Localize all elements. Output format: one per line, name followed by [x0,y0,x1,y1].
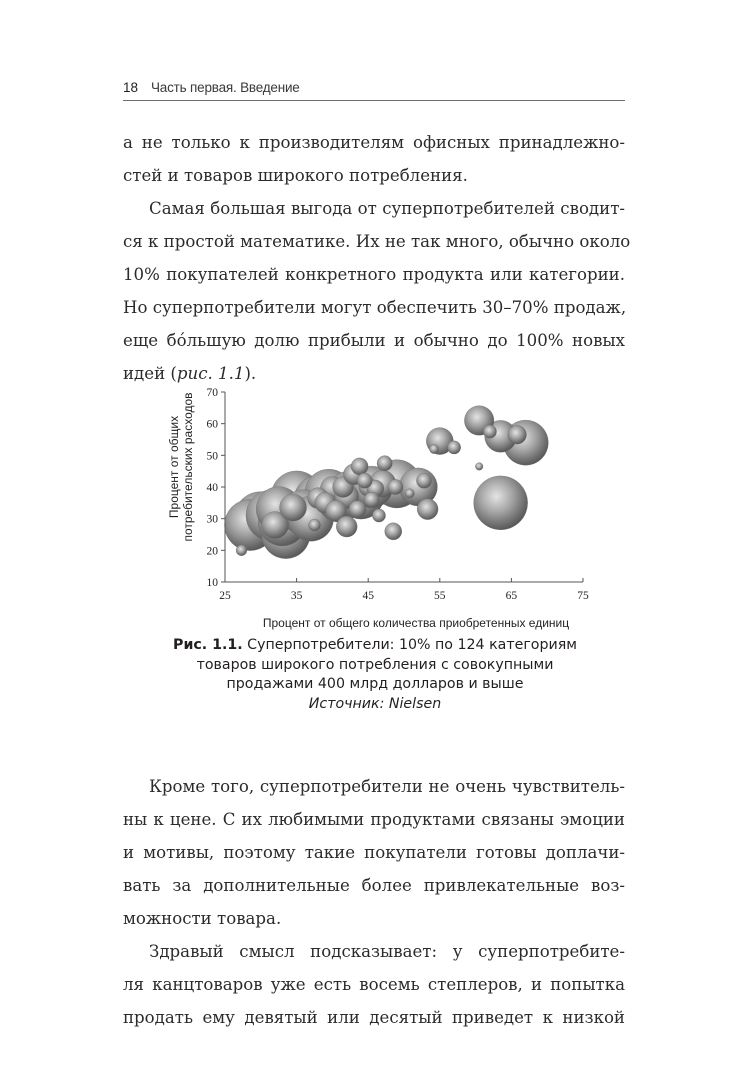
bubble-point [280,494,307,521]
bubble-point [351,458,368,475]
caption-source: Источник: Nielsen [308,695,442,712]
text-line: и мотивы, поэтому такие покупатели готовы доплачи- [123,843,625,862]
y-ticks [207,387,226,589]
x-axis-label: Процент от общего количества приобретенных единиц [262,616,570,630]
running-head [123,76,625,101]
bubble-point [474,476,528,530]
page-number: 18 [123,80,139,95]
x-tick-label: 65 [505,590,518,602]
y-tick-label: 50 [206,450,218,463]
text-line: Здравый смысл подсказывает: у суперпотребите- [149,942,625,961]
paragraph-block-bottom [123,770,625,1034]
bubble-point [416,473,431,488]
bubble-layer [224,406,548,559]
bubble-point [349,501,366,518]
text-line: еще бóльшую долю прибыли и обычно до 100% новых [123,331,625,350]
bubble-point [429,444,438,453]
x-tick-label: 45 [362,590,374,602]
caption-text: Суперпотребители: 10% по 124 категориям [242,637,577,653]
y-axis-label: потребительских расходов [181,392,195,542]
y-tick-label: 60 [206,418,218,431]
bubble-point [448,441,461,454]
x-tick-label: 55 [434,590,446,602]
figure-reference: рис. 1.1 [176,364,245,383]
figure-caption [150,636,600,714]
text-line: можности товара. [123,909,282,928]
y-tick-label: 10 [206,577,218,589]
y-tick-label: 40 [206,482,218,494]
x-tick-label: 75 [577,590,589,602]
bubble-point [308,519,320,531]
text-fragment: ). [244,364,257,383]
text-line: вать за дополнительные более привлекательные воз- [123,876,625,895]
bubble-point [508,425,527,444]
caption-text: товаров широкого потребления с совокупными [196,656,554,673]
text-line: ся к простой математике. Их не так много, обычно около [123,232,631,251]
text-line: 10% покупателей конкретного продукта или категории. [123,265,625,284]
text-line: ля канцтоваров уже есть восемь степлеров, и попытка [123,975,625,994]
text-line: Кроме того, суперпотребители не очень чувствитель- [149,777,625,796]
y-tick-label: 20 [206,545,218,558]
x-tick-label: 35 [290,590,303,602]
section-title: Часть первая. Введение [151,80,300,95]
caption-label: Рис. 1.1. [173,637,243,653]
text-fragment: идей ( [123,364,177,383]
bubble-point [483,425,496,438]
bubble-point [405,489,414,498]
x-tick-label: 25 [219,590,231,602]
paragraph-block-top [123,126,631,390]
text-line: продать ему девятый или десятый приведет к низкой [123,1008,625,1027]
y-tick-label: 30 [206,513,218,526]
bubble-point [364,492,379,507]
bubble-point [388,479,403,494]
y-tick-label: 70 [206,387,218,399]
text-line: а не только к производителям офисных принадлежно- [123,133,625,152]
text-line: Но суперпотребители могут обеспечить 30–70% продаж, [123,298,627,317]
bubble-point [236,545,247,556]
text-line: стей и товаров широкого потребления. [123,166,468,185]
bubble-point [372,509,385,522]
bubble-chart [160,375,600,630]
bubble-point [475,463,483,471]
text-line: ны к цене. С их любимыми продуктами связаны эмоции [123,810,625,829]
bubble-point [417,499,438,520]
caption-text: продажами 400 млрд долларов и выше [226,676,524,692]
bubble-point [357,473,372,488]
y-axis-label: Процент от общих [167,415,181,519]
bubble-point [336,516,357,537]
bubble-point [377,456,392,471]
bubble-point [385,523,402,540]
text-line: Самая большая выгода от суперпотребителей сводит- [149,199,625,218]
